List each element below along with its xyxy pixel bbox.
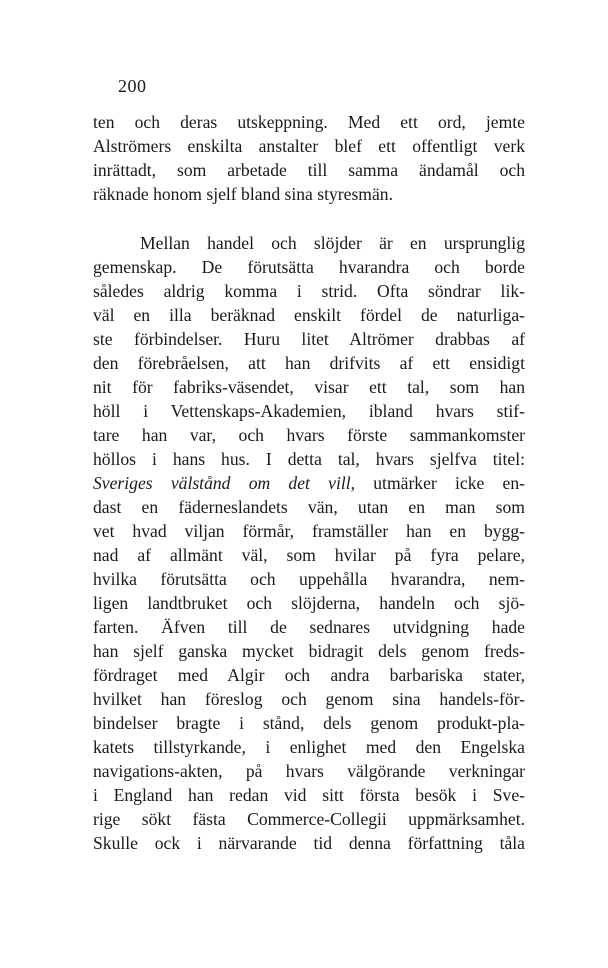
text-line: han sjelf ganska mycket bidragit dels genom freds- [93, 641, 525, 661]
text-line: fördraget med Algir och andra barbariska stater, [93, 665, 525, 685]
text-line: gemenskap. De förutsätta hvarandra och borde [93, 257, 525, 277]
text-line: den förebråelsen, att han drifvits af ett ensidigt [93, 353, 525, 373]
text-line: vet hvad viljan förmår, framställer han en bygg- [93, 521, 525, 541]
text-line: således aldrig komma i strid. Ofta söndrar lik- [93, 281, 525, 301]
text-line: nit för fabriks-väsendet, visar ett tal, som han [93, 377, 525, 397]
text-line: höll i Vettenskaps-Akademien, ibland hvars stif- [93, 401, 525, 421]
text-line: ligen landtbruket och slöjderna, handeln och sjö- [93, 593, 525, 613]
text-line: dast en fäderneslandets vän, utan en man som [93, 497, 525, 517]
text-line: navigations-akten, på hvars välgörande verkningar [93, 761, 525, 781]
page-number: 200 [118, 76, 147, 96]
text-line: räknade honom sjelf bland sina styresmän. [93, 184, 393, 204]
text-line: ten och deras utskeppning. Med ett ord, jemte [93, 112, 525, 132]
text-line: väl en illa beräknad enskilt fördel de naturliga- [93, 305, 525, 325]
text-line-with-title [93, 471, 525, 495]
work-title: Sveriges välstånd om det vill, [93, 473, 356, 493]
text-line: ste förbindelser. Huru litet Altrömer drabbas af [93, 329, 525, 349]
text-line: höllos i hans hus. I detta tal, hvars sjelfva titel: [93, 449, 525, 469]
paragraph-1 [93, 110, 525, 206]
text-line: hvilka förutsätta och uppehålla hvarandra, nem- [93, 569, 525, 589]
text-line: Mellan handel och slöjder är en ursprunglig [140, 233, 525, 253]
text-line: i England han redan vid sitt första besök i Sve- [93, 785, 525, 805]
text-line: tare han var, och hvars förste sammankomster [93, 425, 525, 445]
paragraph-2 [93, 231, 525, 855]
text-line: farten. Äfven till de sednares utvidgning hade [93, 617, 525, 637]
text-line: rige sökt fästa Commerce-Collegii uppmärksamhet. [93, 809, 525, 829]
text-line: hvilket han föreslog och genom sina handels-för- [93, 689, 525, 709]
title-line-rest: utmärker icke en- [355, 473, 526, 493]
text-line: nad af allmänt väl, som hvilar på fyra pelare, [93, 545, 525, 565]
text-line: Skulle ock i närvarande tid denna författning tåla [93, 833, 525, 853]
text-line: inrättadt, som arbetade till samma ändamål och [93, 160, 525, 180]
text-line: katets tillstyrkande, i enlighet med den Engelska [93, 737, 525, 757]
text-line: bindelser bragte i stånd, dels genom produkt-pla- [93, 713, 525, 733]
text-line: Alströmers enskilta anstalter blef ett offentligt verk [93, 136, 525, 156]
